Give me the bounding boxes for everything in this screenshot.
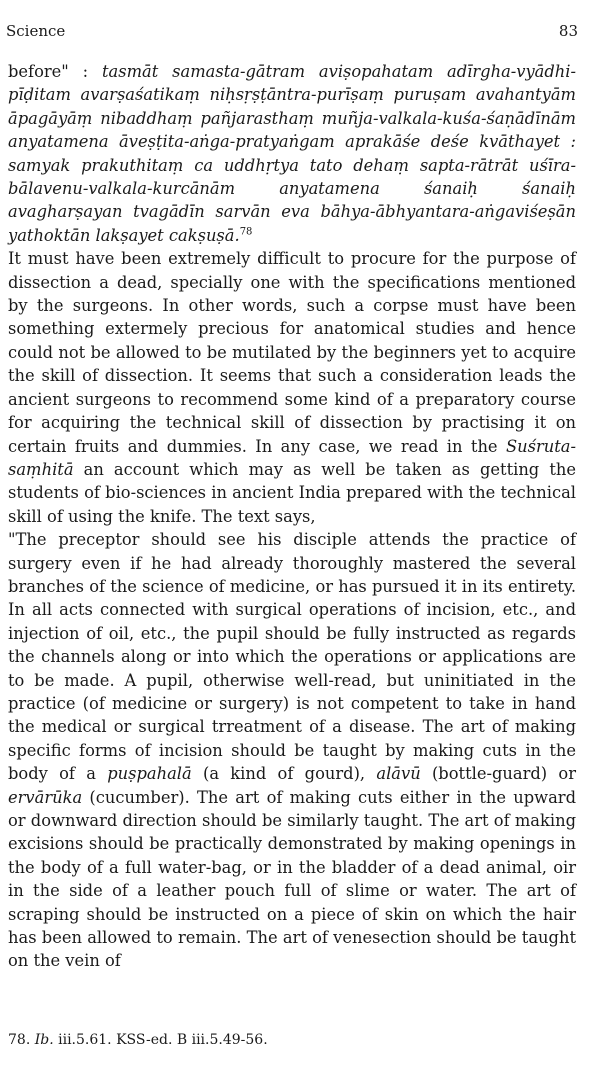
footnote [8,1032,268,1048]
body-text [8,60,576,973]
paragraph-1-text-a: It must have been extremely difficult to procure for the purpose of dissection a dead, specially one with the specifications mentioned by the surgeons. In other words, such a corpse must have been something extermely precious for anatomical studies and hence could not be allowed to be mutilated by the beginners yet to acquire the skill of dissection. It seems that such a consideration leads the ancient surgeons to recommend some kind of a preparatory course for acquiring the technical skill of dissection by practising it on certain fruits and dummies. In any case, we read in the [8,249,576,456]
paragraph-2-text-a: "The preceptor should see his disciple attends the practice of surgery even if he had already thoroughly mastered the several branches of the science of medicine, or has pursued it in its entirety. In all acts connected with surgical operations of incision, etc., and injection of oil, etc., the pupil should be fully instructed as regards the channels along or into which the operations or applications are to be made. A pupil, otherwise well-read, but uninitiated in the practice (of medicine or surgery) is not competent to take in hand the medical or surgical trreatment of a disease. The art of making specific forms of incision should be taught by making cuts in the body of a [8,530,576,784]
footnote-abbreviation: Ib. [34,1032,54,1048]
body-paragraph-2 [8,528,576,973]
footnote-reference: 78 [239,226,253,238]
paragraph-1-text-b: an account which may as well be taken as getting the students of bio-sciences in ancient India prepared with the technical skill of using the knife. The text says, [8,459,576,526]
paragraph-2-text-d: (cucumber). The art of making cuts either in the upward or downward direction should be similarly taught. The art of making excisions should be practically demonstrated by making openings in the body of a full water-bag, or in the bladder of a dead animal, oir in the side of a leather pouch full of slime or water. The art of scraping should be instructed on a piece of skin on which the hair has been allowed to remain. The art of venesection should be taught on the vein of [8,787,576,971]
body-paragraph-1 [8,247,576,528]
sanskrit-transliteration: tasmāt samasta-gātram aviṣopahatam adīrgha-vyādhi-pīḍitam avarṣaśatikaṃ niḥsṛṣṭāntra-purīṣaṃ puruṣam avahantyām āpagāyāṃ nibaddhaṃ pañjarasthaṃ muñja-valkala-kuśa-śaṇādīnām anyatamena āveṣṭita-aṅga-pratyaṅgam aprakāśe deśe kvāthayet : samyak prakuthitaṃ ca uddhṛtya tato dehaṃ sapta-rātrāt uśīra-bālavenu-valkala-kurcānām anyatamena śanaiḥ śanaiḥ avagharṣayan tvagādīn sarvān eva bāhya-ābhyantara-aṅgaviśeṣān yathoktān lakṣayet cakṣuṣā. [8,62,576,245]
page-number: 83 [558,22,578,40]
running-title: Science [6,22,66,40]
footnote-text: iii.5.61. KSS-ed. B iii.5.49-56. [53,1032,268,1048]
term-alavu: alāvū [376,764,421,784]
term-ervaruka: ervārūka [8,787,83,807]
sanskrit-quote-paragraph [8,60,576,247]
running-head [6,22,578,44]
quote-lead: before" : [8,62,102,81]
paragraph-2-text-b: (a kind of gourd), [191,764,377,784]
footnote-number: 78. [8,1032,35,1048]
paragraph-2-text-c: (bottle-guard) or [420,764,576,784]
work-title: Suśruta-saṃhitā [8,436,576,479]
term-puspahala: puṣpahalā [107,764,192,784]
